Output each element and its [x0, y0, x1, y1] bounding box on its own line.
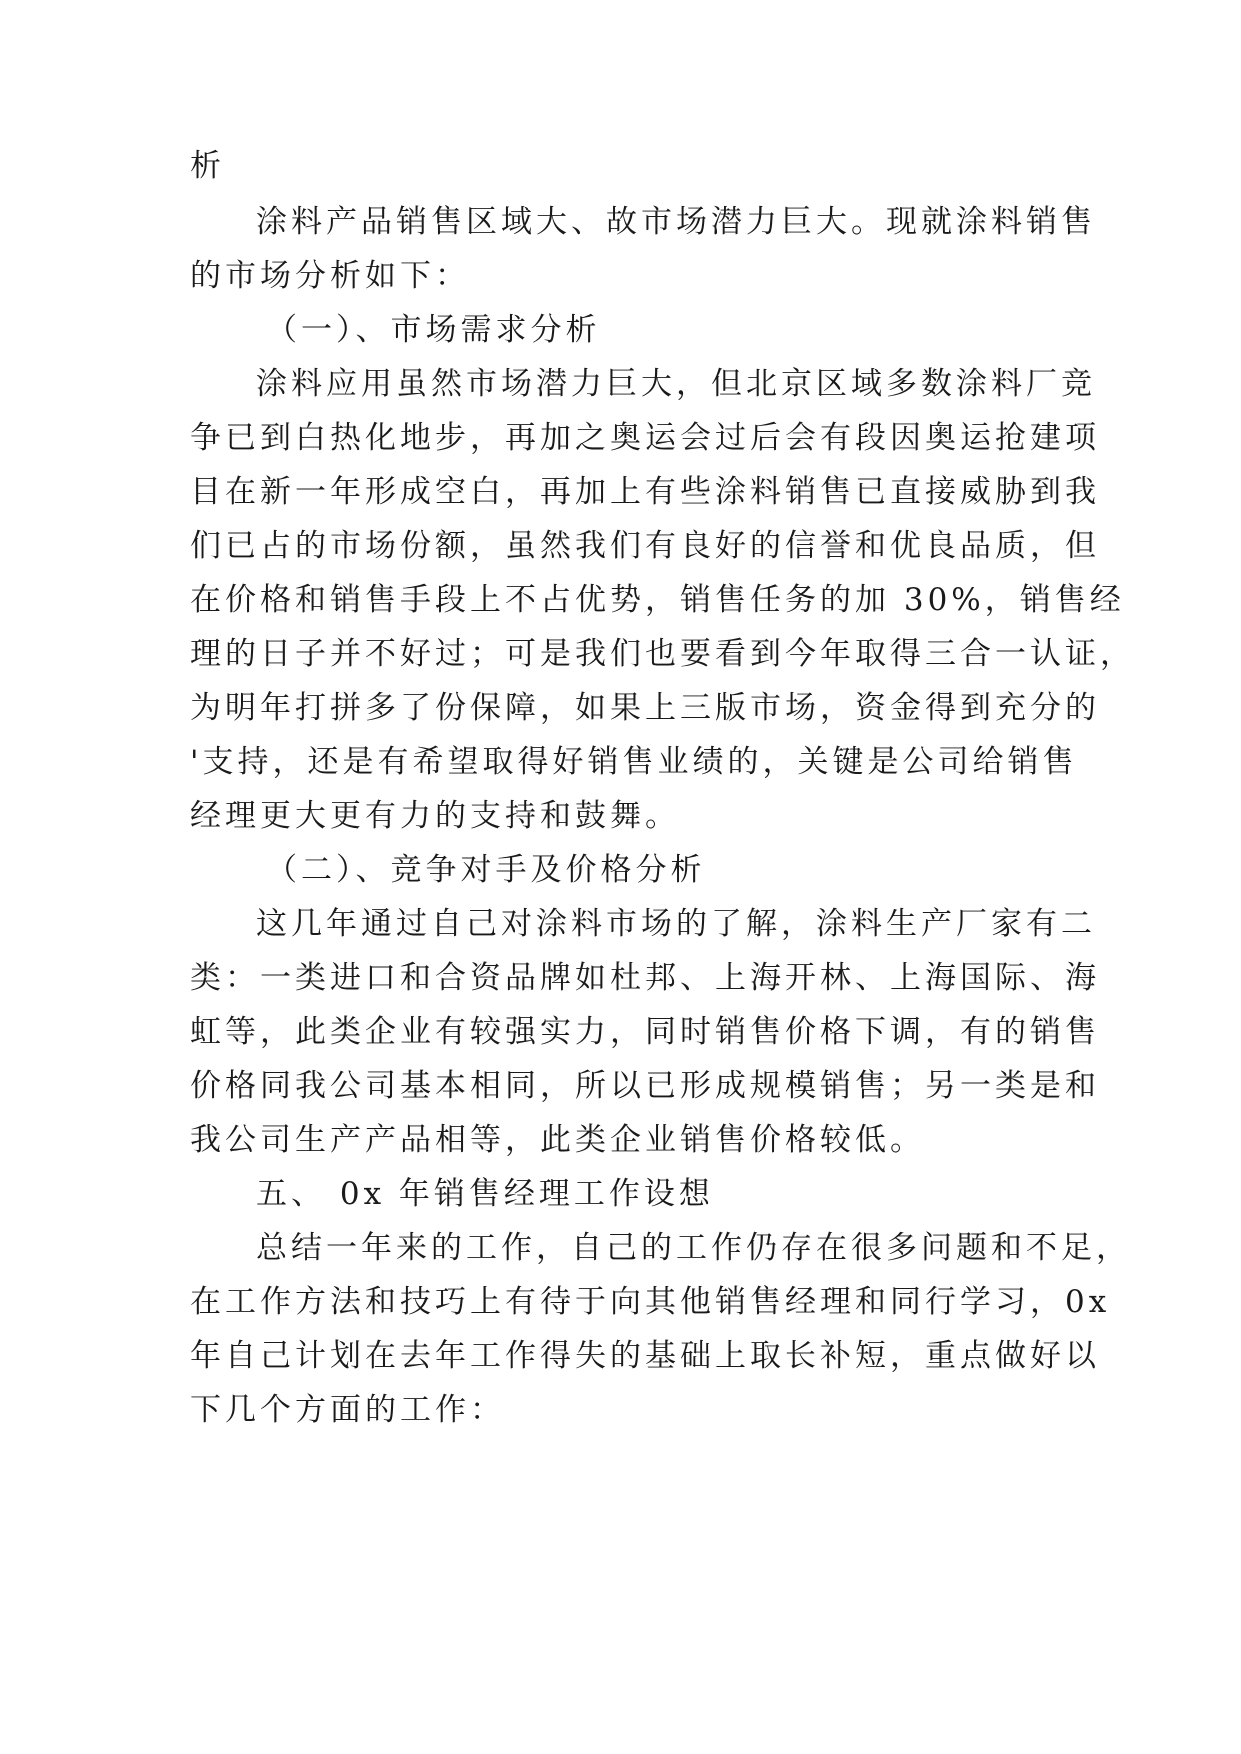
- text-line: 总结一年来的工作，自己的工作仍存在很多问题和不足，: [256, 1230, 1131, 1266]
- text-line: 价格同我公司基本相同，所以已形成规模销售；另一类是和: [190, 1068, 1100, 1104]
- text-line: 这几年通过自己对涂料市场的了解，涂料生产厂家有二: [256, 906, 1096, 942]
- section-heading: 五、 0x 年销售经理工作设想: [256, 1176, 714, 1212]
- text-line: 涂料产品销售区域大、故市场潜力巨大。现就涂料销售: [256, 204, 1096, 240]
- text-line: 类：一类进口和合资品牌如杜邦、上海开林、上海国际、海: [190, 960, 1100, 996]
- section-heading: （二）、竞争对手及价格分析: [266, 852, 706, 888]
- text-line: 理的日子并不好过；可是我们也要看到今年取得三合一认证，: [190, 636, 1135, 672]
- text-line: 年自己计划在去年工作得失的基础上取长补短，重点做好以: [190, 1338, 1100, 1374]
- text-line: 的市场分析如下：: [190, 258, 470, 294]
- text-line: '支持，还是有希望取得好销售业绩的，关键是公司给销售: [190, 744, 1078, 780]
- text-line: 们已占的市场份额，虽然我们有良好的信誉和优良品质，但: [190, 528, 1100, 564]
- text-line: 我公司生产产品相等，此类企业销售价格较低。: [190, 1122, 925, 1158]
- text-line: 涂料应用虽然市场潜力巨大，但北京区域多数涂料厂竞: [256, 366, 1096, 402]
- text-line: 在价格和销售手段上不占优势，销售任务的加 30%，销售经: [190, 582, 1125, 618]
- section-heading: （一）、市场需求分析: [266, 312, 601, 348]
- text-line: 经理更大更有力的支持和鼓舞。: [190, 798, 680, 834]
- text-line: 虹等，此类企业有较强实力，同时销售价格下调，有的销售: [190, 1014, 1100, 1050]
- text-line: 在工作方法和技巧上有待于向其他销售经理和同行学习，0x: [190, 1284, 1111, 1320]
- text-line: 争已到白热化地步，再加之奥运会过后会有段因奥运抢建项: [190, 420, 1100, 456]
- text-line: 为明年打拼多了份保障，如果上三版市场，资金得到充分的: [190, 690, 1100, 726]
- text-line: 析: [190, 148, 225, 184]
- text-line: 目在新一年形成空白，再加上有些涂料销售已直接威胁到我: [190, 474, 1100, 510]
- text-line: 下几个方面的工作：: [190, 1392, 505, 1428]
